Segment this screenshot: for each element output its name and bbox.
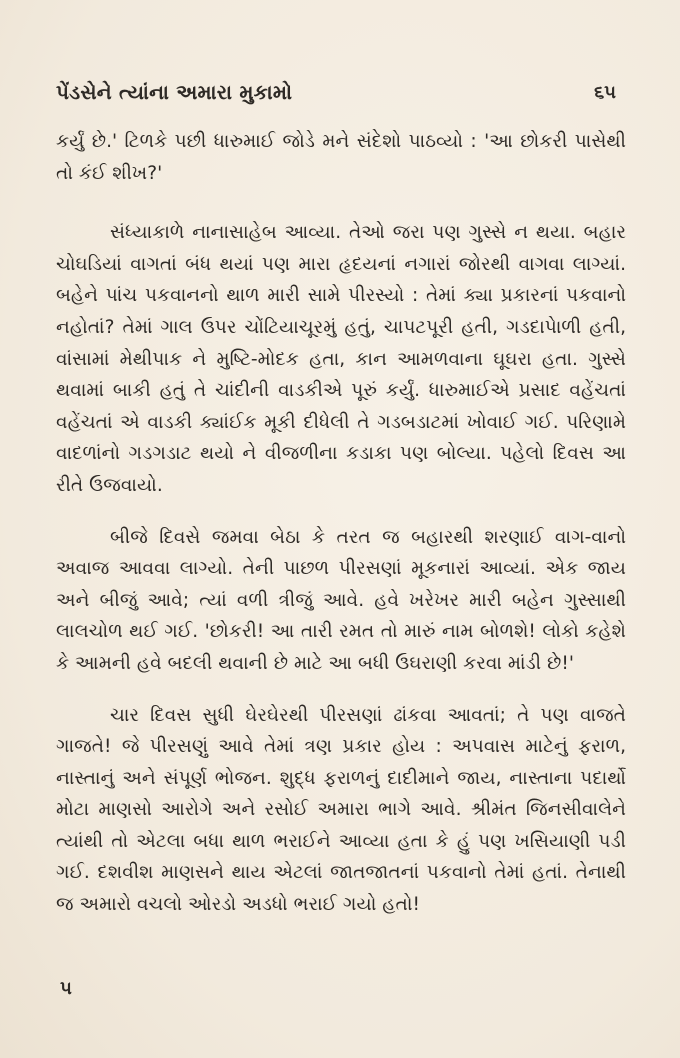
signature-mark: ૫ <box>60 978 72 999</box>
page-number: ૬૫ <box>594 82 616 103</box>
body-text <box>56 126 626 941</box>
paragraph: કર્યું છે.' ટિળકે પછી ધારુમાઈ જોડે મને સંદેશો પાઠવ્યો : 'આ છોકરી પાસેથી તો કંઈ શીખ?' <box>56 131 626 184</box>
paragraph: બીજે દિવસે જમવા બેઠા કે તરત જ બહારથી શરણાઈ વાગ-વાનો અવાજ આવવા લાગ્યો. તેની પાછળ પીરસણાં મૂકનારાં આવ્યાં. એક જાય અને બીજું આવે; ત્યાં વળી ત્રીજું આવે. હવે ખરેખર મારી બહેન ગુસ્સાથી લાલચોળ થઈ ગઈ. 'છોકરી! આ તારી રમત તો મારું નામ બોળશે! લોકો કહેશે કે આમની હવે બદલી થવાની છે માટે આ બધી ઉઘરાણી કરવા માંડી છે!' <box>56 526 626 674</box>
paragraph: ચાર દિવસ સુધી ઘેરઘેરથી પીરસણાં ઢાંકવા આવતાં; તે પણ વાજતે ગાજતે! જે પીરસણું આવે તેમાં ત્રણ પ્રકાર હોય : અપવાસ માટેનું ફરાળ, નાસ્તાનું અને સંપૂર્ણ ભોજન. શુદ્ધ ફરાળનું દાદીમાને જાય, નાસ્તાના પદાર્થો મોટા માણસો આરોગે અને રસોઈ અમારા ભાગે આવે. શ્રીમંત જિનસીવાલેને ત્યાંથી તો એટલા બધા થાળ ભરાઈને આવ્યા હતા કે હું પણ ખસિયાણી પડી ગઈ. દશવીશ માણસને થાય એટલાં જાતજાતનાં પકવાનો તેમાં હતાં. તેનાથી જ અમારો વચલો ઓરડો અડધો ભરાઈ ગયો હતો! <box>56 704 626 916</box>
running-title: પેંડસેને ત્યાંના અમારા મુકામો <box>56 80 293 104</box>
paragraph: સંધ્યાકાળે નાનાસાહેબ આવ્યા. તેઓ જરા પણ ગુસ્સે ન થયા. બહાર ચોઘડિયાં વાગતાં બંધ થયાં પણ મારા હૃદયનાં નગારાં જોરથી વાગવા લાગ્યાં. બહેને પાંચ પકવાનનો થાળ મારી સામે પીરસ્યો : તેમાં ક્યા પ્રકારનાં પકવાનો નહોતાં? તેમાં ગાલ ઉપર ચોંટિયાચૂરમું હતું, ચાપટપૂરી હતી, ગડદાપેાળી હતી, વાંસામાં મેથીપાક ને મુષ્ટિ-મોદક હતા, કાન આમળવાના ઘૂઘરા હતા. ગુસ્સે થવામાં બાકી હતું તે ચાંદીની વાડકીએ પૂરું કર્યું. ધારુમાઈએ પ્રસાદ વહેંચતાં વહેંચતાં એ વાડકી ક્યાંઈક મૂકી દીધેલી તે ગડબડાટમાં ખોવાઈ ગઈ. પરિણામે વાદળાંનો ગડગડાટ થયો ને વીજળીના કડાકા પણ બોલ્યા. પહેલો દિવસ આ રીતે ઉજવાયો. <box>56 222 626 496</box>
